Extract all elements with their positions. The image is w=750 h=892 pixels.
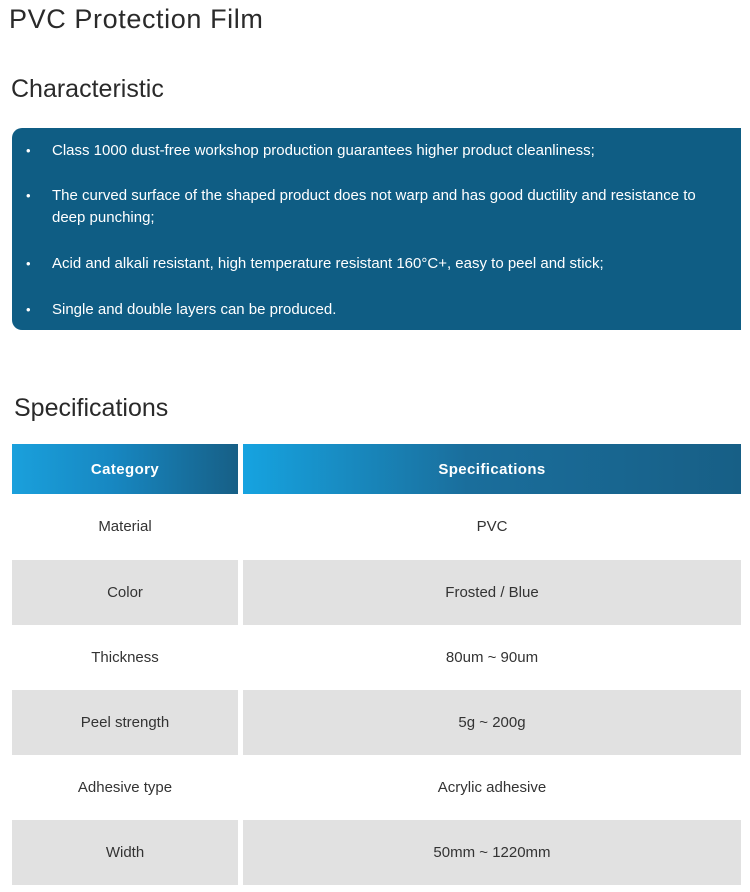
value-cell: 50mm ~ 1220mm	[243, 820, 741, 885]
category-cell: Adhesive type	[77, 779, 173, 796]
value-cell: Frosted / Blue	[243, 560, 741, 625]
characteristic-text: The curved surface of the shaped product does not warp and has good ductility and resistance to deep punching;	[52, 187, 696, 226]
category-cell: Width	[12, 820, 238, 885]
category-cell: Material	[98, 518, 152, 535]
category-cell: Thickness	[91, 649, 159, 666]
category-cell: Peel strength	[12, 690, 238, 755]
characteristic-text: Acid and alkali resistant, high temperature resistant 160°C+, easy to peel and stick;	[52, 255, 604, 272]
characteristic-text: Single and double layers can be produced.	[52, 301, 337, 318]
specifications-heading: Specifications	[14, 394, 169, 422]
bullet-icon: •	[26, 188, 31, 203]
value-cell: Acrylic adhesive	[437, 779, 547, 796]
category-cell: Color	[12, 560, 238, 625]
characteristic-heading: Characteristic	[11, 75, 164, 103]
bullet-icon: •	[26, 256, 31, 271]
characteristic-panel	[12, 128, 741, 330]
bullet-icon: •	[26, 143, 31, 158]
column-header-specifications: Specifications	[243, 444, 741, 494]
bullet-icon: •	[26, 302, 31, 317]
value-cell: PVC	[476, 518, 508, 535]
page-title: PVC Protection Film	[9, 4, 264, 34]
column-header-category: Category	[12, 444, 238, 494]
characteristic-text: Class 1000 dust-free workshop production guarantees higher product cleanliness;	[52, 142, 595, 159]
value-cell: 5g ~ 200g	[243, 690, 741, 755]
value-cell: 80um ~ 90um	[445, 649, 539, 666]
